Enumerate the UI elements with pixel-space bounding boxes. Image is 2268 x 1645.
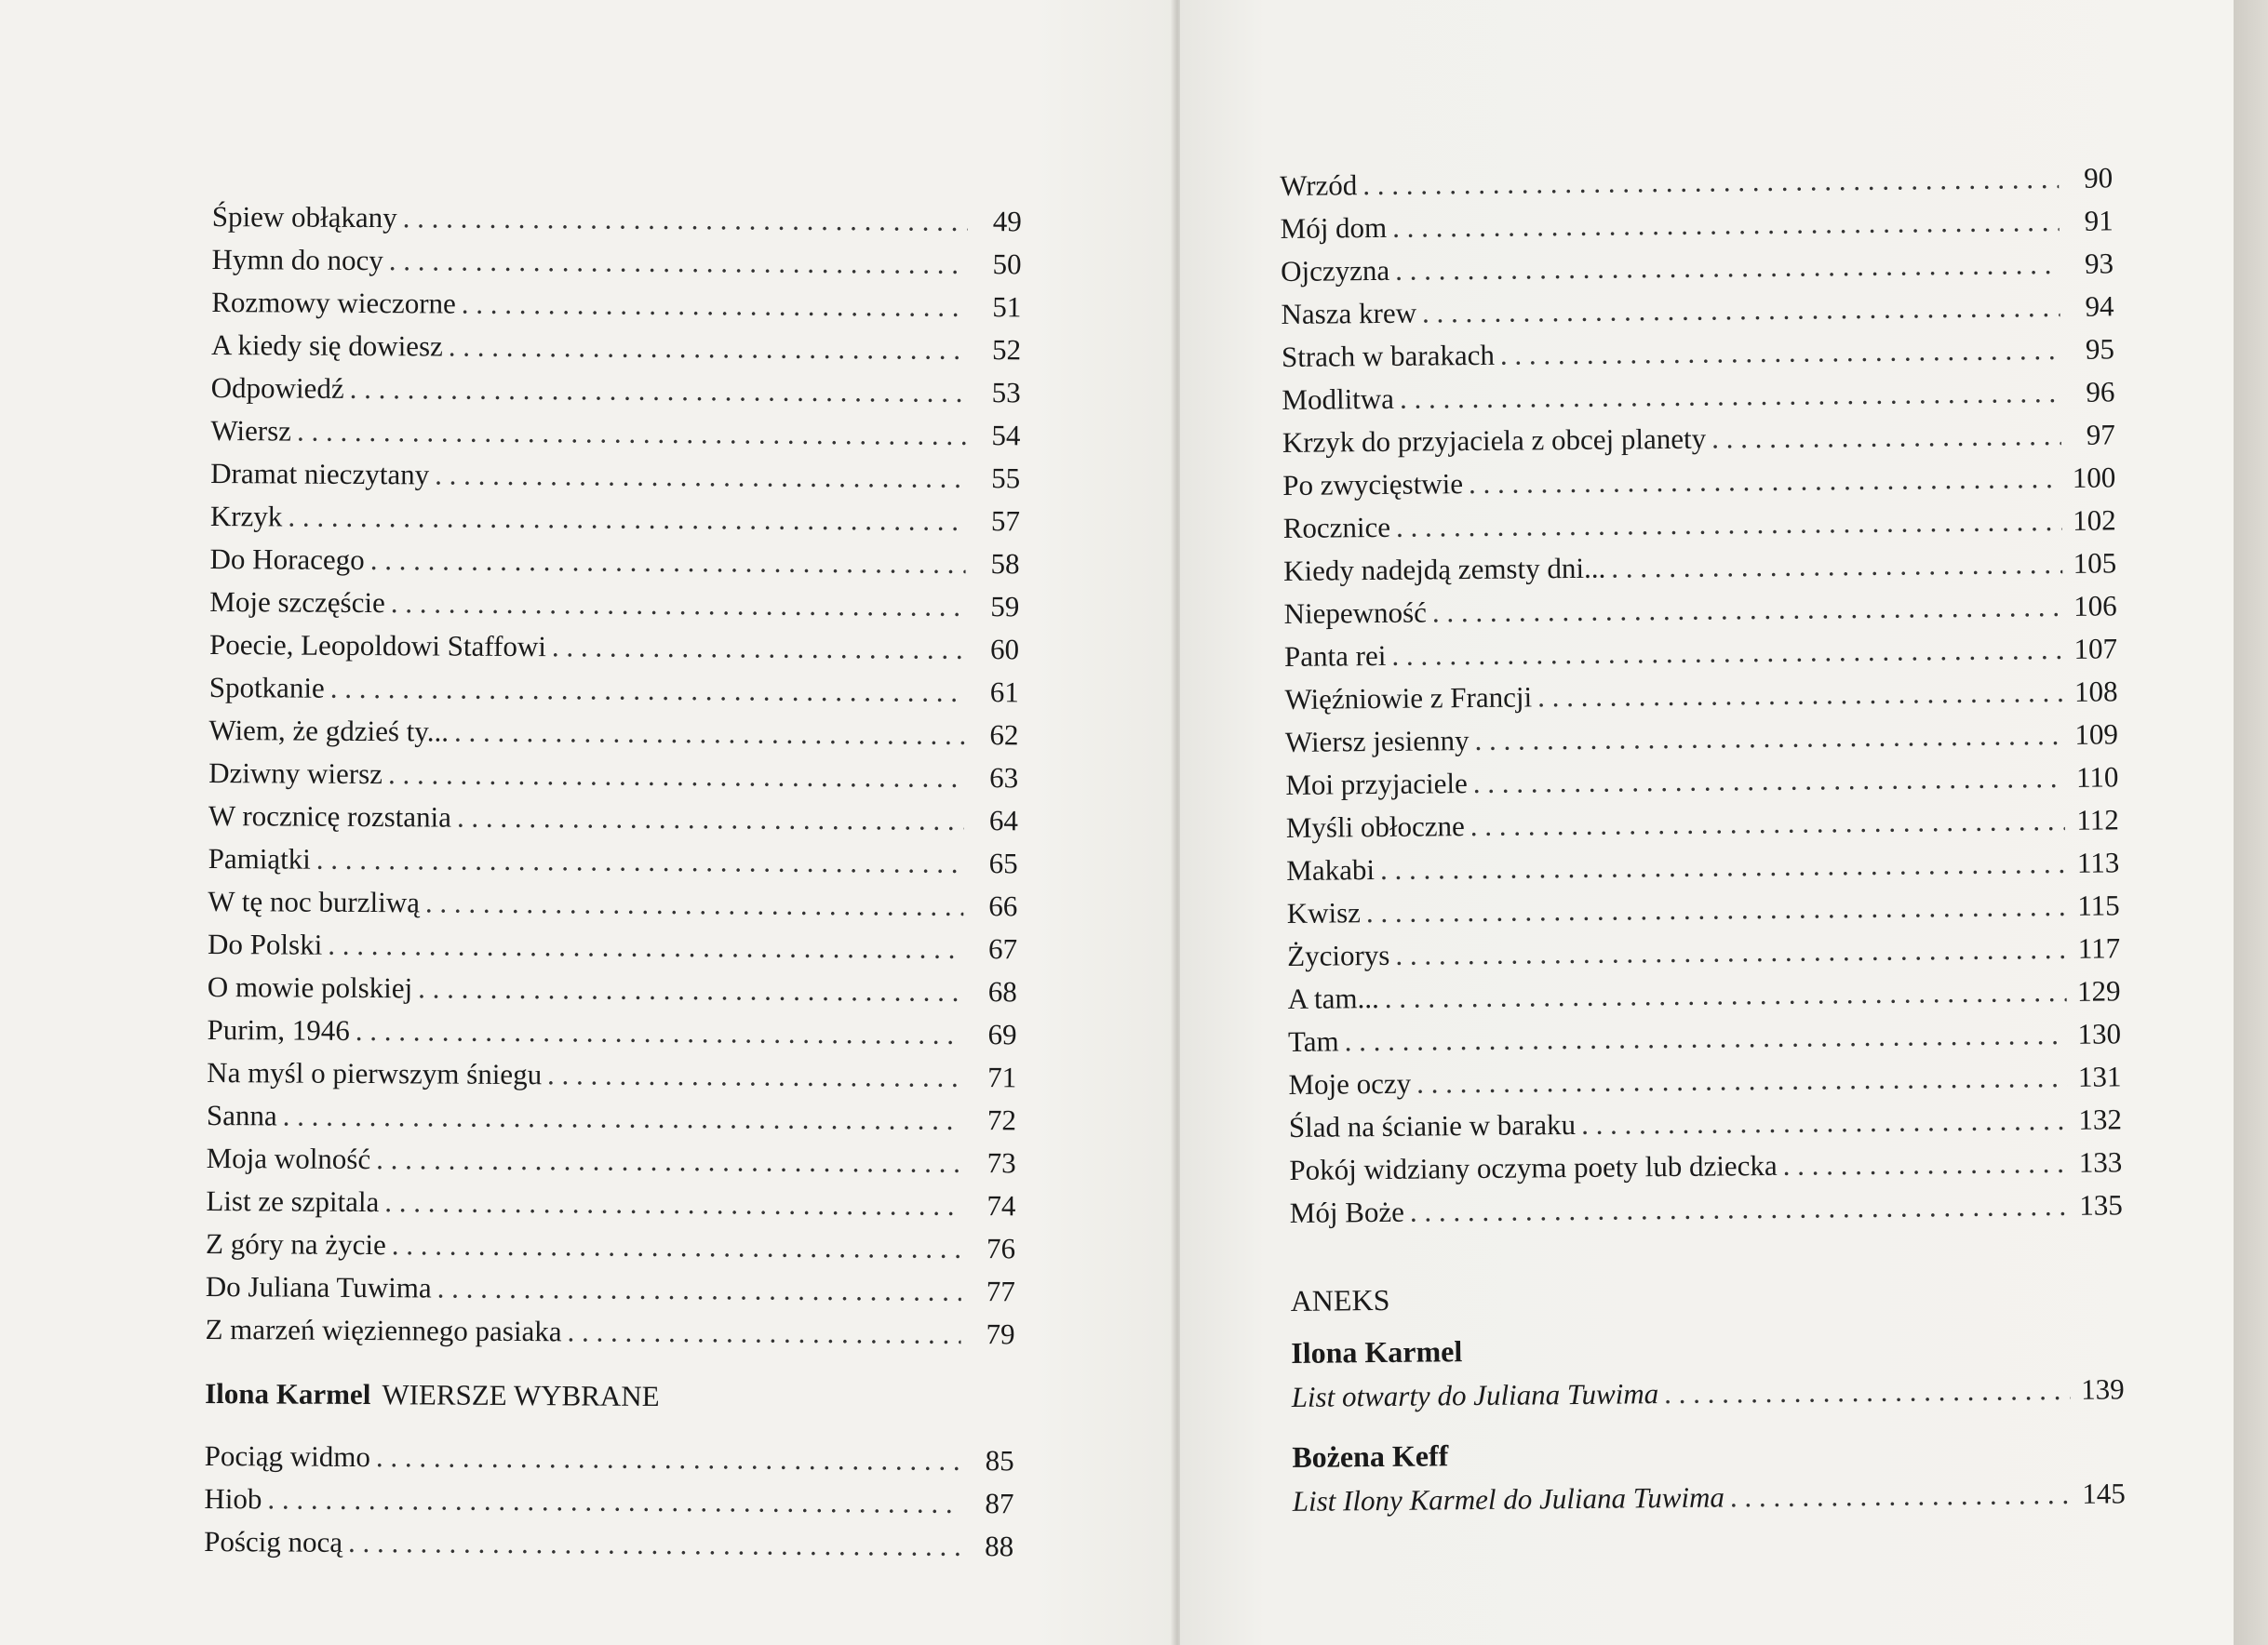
entry-title: Po zwycięstwie [1282, 467, 1464, 502]
entry-title: Nasza krew [1281, 296, 1417, 330]
page-number: 73 [986, 1146, 1016, 1180]
right-toc [1280, 156, 2126, 1523]
dot-leader [425, 881, 964, 928]
page-number: 53 [991, 376, 1021, 409]
page-number: 66 [988, 889, 1018, 923]
page-number: 109 [2074, 717, 2119, 751]
entry-title: Wrzód [1280, 168, 1358, 202]
entry-title: Pociąg widmo [204, 1438, 371, 1474]
dot-leader [1362, 157, 2059, 207]
entry-title: Odpowiedź [210, 370, 344, 405]
dot-leader [1711, 414, 2061, 461]
page-number: 97 [2086, 418, 2115, 451]
entry-title: Kwisz [1286, 896, 1362, 929]
page-number: 62 [989, 718, 1019, 752]
entry-title: Wiersz jesienny [1284, 724, 1470, 758]
entry-title: Do Polski [207, 927, 323, 961]
dot-leader [1537, 671, 2064, 718]
aneks-entry [1293, 1472, 2126, 1523]
entry-title: Krzyk [209, 499, 283, 533]
page-number: 130 [2077, 1017, 2122, 1050]
section-entry-list [204, 1435, 1014, 1568]
dot-leader [418, 967, 963, 1013]
toc-entry [207, 1137, 1016, 1184]
entry-title: Śpiew obłąkany [211, 199, 397, 234]
dot-leader [1422, 286, 2060, 335]
page-number: 91 [2084, 204, 2114, 237]
entry-title: List Ilony Karmel do Juliana Tuwima [1292, 1480, 1725, 1518]
page-number: 69 [987, 1018, 1017, 1051]
page-number: 95 [2085, 332, 2115, 366]
entry-title: Krzyk do przyjaciela z obcej planety [1282, 421, 1707, 459]
entry-title: Ślad na ścianie w baraku [1288, 1107, 1577, 1143]
toc-entry [211, 324, 1021, 371]
entry-title: Niepewność [1283, 595, 1428, 630]
dot-leader [1500, 328, 2060, 377]
entry-title: Z marzeń więziennego pasiaka [205, 1312, 562, 1348]
page-number: 117 [2077, 931, 2121, 965]
dot-leader [370, 539, 966, 585]
toc-entry [207, 1051, 1016, 1099]
page-number: 102 [2073, 503, 2116, 537]
page-number: 135 [2079, 1188, 2123, 1222]
page-number: 60 [989, 633, 1020, 666]
entry-title: O mowie polskiej [207, 970, 413, 1005]
toc-entry [208, 880, 1017, 928]
left-toc [204, 195, 1022, 1568]
page-number: 90 [2084, 161, 2114, 194]
dot-leader [1410, 1184, 2069, 1234]
entry-title: Makabi [1286, 853, 1376, 887]
entry-title: Wiem, że gdzieś ty... [208, 713, 450, 748]
section-heading [205, 1364, 1014, 1428]
right-entry-list [1280, 156, 2123, 1235]
page-number: 113 [2076, 846, 2120, 879]
toc-entry [206, 1223, 1015, 1270]
dot-leader [1395, 243, 2060, 292]
dot-leader [1470, 799, 2065, 848]
toc-entry [205, 1308, 1014, 1356]
page-number: 64 [988, 804, 1019, 837]
dot-leader [567, 1310, 960, 1356]
entry-title: Moi przyjaciele [1285, 767, 1468, 801]
dot-leader [1474, 714, 2064, 762]
page-number: 115 [2077, 889, 2120, 922]
dot-leader [1782, 1142, 2068, 1187]
toc-entry [208, 837, 1018, 885]
page-number: 57 [990, 504, 1020, 538]
entry-title: Mój dom [1280, 210, 1388, 245]
dot-leader [328, 924, 963, 970]
dot-leader [1611, 542, 2062, 590]
dot-leader [1469, 457, 2062, 505]
entry-title: Wiersz [210, 413, 292, 448]
entry-title: List ze szpitala [206, 1184, 380, 1219]
dot-leader [1396, 500, 2062, 549]
page-number: 93 [2084, 247, 2114, 280]
toc-entry [212, 195, 1022, 243]
page-number: 108 [2073, 675, 2118, 708]
entry-title: Więźniowie z Francji [1284, 680, 1533, 716]
dot-leader [1473, 756, 2065, 805]
dot-leader [1400, 371, 2061, 421]
dot-leader [437, 1266, 961, 1312]
dot-leader [392, 1224, 962, 1270]
entry-title: Pościg nocą [204, 1524, 343, 1558]
toc-entry [206, 1265, 1015, 1313]
toc-entry [208, 795, 1018, 842]
entry-title: Do Horacego [209, 542, 365, 577]
toc-entry [208, 966, 1017, 1013]
page-number: 54 [991, 419, 1021, 452]
aneks-list [1291, 1321, 2126, 1523]
entry-title: Pamiątki [208, 841, 311, 876]
toc-entry [208, 709, 1018, 756]
page-number: 105 [2073, 546, 2117, 580]
dot-leader [297, 410, 967, 457]
dot-leader [330, 667, 965, 714]
dot-leader [1395, 928, 2066, 977]
dot-leader [283, 1094, 963, 1141]
entry-title: Purim, 1946 [207, 1012, 350, 1047]
page-number: 63 [989, 761, 1019, 795]
page-number: 129 [2076, 974, 2121, 1008]
dot-leader [1344, 1013, 2067, 1063]
dot-leader [1391, 628, 2063, 677]
entry-title: Strach w barakach [1281, 338, 1496, 373]
page-number: 133 [2078, 1145, 2123, 1179]
page-edge [2234, 0, 2268, 1645]
toc-entry [209, 666, 1019, 714]
toc-entry [209, 623, 1019, 671]
page-number: 145 [2082, 1477, 2126, 1510]
dot-leader [1416, 1056, 2068, 1105]
page-number: 65 [988, 847, 1018, 880]
dot-leader [454, 711, 965, 756]
dot-leader [1581, 1099, 2068, 1146]
page-number: 72 [986, 1103, 1017, 1137]
toc-entry [204, 1478, 1013, 1525]
entry-title: Tam [1287, 1024, 1339, 1058]
entry-title: Kiedy nadejdą zemsty dni... [1283, 551, 1606, 587]
dot-leader [1385, 970, 2067, 1020]
entry-title: W rocznicę rozstania [208, 798, 452, 834]
dot-leader [403, 196, 968, 243]
entry-title: Panta rei [1283, 638, 1387, 673]
page-number: 112 [2076, 803, 2119, 836]
page-number: 110 [2075, 760, 2119, 794]
page-number: 139 [2081, 1372, 2125, 1406]
toc-entry [207, 1094, 1016, 1142]
dot-leader [288, 496, 966, 542]
page-number: 50 [992, 247, 1022, 281]
page-number: 59 [990, 590, 1020, 623]
page-number: 76 [986, 1232, 1016, 1265]
entry-title: Dramat nieczytany [210, 456, 430, 491]
toc-entry [211, 281, 1021, 328]
page-number: 51 [992, 290, 1022, 324]
page-number: 74 [986, 1189, 1016, 1223]
page-number: 55 [991, 461, 1021, 495]
dot-leader [376, 1138, 962, 1184]
dot-leader [267, 1478, 960, 1525]
section-title: WIERSZE WYBRANE [382, 1378, 660, 1412]
page-number: 94 [2085, 289, 2114, 323]
entry-title: Sanna [206, 1098, 277, 1132]
page-number: 106 [2073, 589, 2117, 622]
entry-title: Ojczyzna [1280, 253, 1390, 288]
dot-leader [376, 1436, 960, 1482]
entry-title: Myśli obłoczne [1285, 809, 1465, 844]
dot-leader [349, 368, 966, 414]
aneks-heading: ANEKS [1290, 1282, 1390, 1317]
dot-leader [391, 582, 966, 628]
entry-title: Do Juliana Tuwima [205, 1269, 432, 1304]
aneks-author: Bożena Keff [1292, 1438, 1449, 1474]
dot-leader [435, 453, 966, 499]
page-number: 85 [985, 1444, 1014, 1478]
entry-title: W tę noc burzliwą [208, 884, 421, 919]
dot-leader [547, 1053, 962, 1099]
page-number: 58 [990, 547, 1020, 581]
dot-leader [348, 1521, 960, 1568]
toc-entry [205, 1435, 1014, 1482]
entry-title: Życiorys [1286, 938, 1390, 972]
page-number: 49 [992, 205, 1022, 238]
left-entry-list [205, 195, 1022, 1356]
toc-entry [207, 1009, 1016, 1056]
dot-leader [384, 1181, 961, 1227]
page-number: 131 [2077, 1060, 2122, 1093]
dot-leader [1664, 1369, 2071, 1415]
dot-leader [552, 625, 965, 671]
entry-title: Moje szczęście [209, 584, 385, 620]
toc-entry [210, 409, 1020, 457]
entry-title: Mój Boże [1289, 1195, 1405, 1229]
page-number: 67 [987, 932, 1018, 966]
dot-leader [389, 239, 968, 286]
entry-title: Poecie, Leopoldowi Staffowi [208, 627, 547, 663]
entry-title: Modlitwa [1282, 381, 1395, 416]
dot-leader [1730, 1473, 2072, 1519]
page-number: 87 [985, 1487, 1014, 1520]
page-number: 68 [987, 975, 1017, 1009]
entry-title: A tam... [1287, 982, 1379, 1015]
dot-leader [462, 283, 968, 328]
dot-leader [1380, 842, 2066, 891]
section-author: Ilona Karmel [205, 1376, 371, 1411]
page-number: 61 [989, 675, 1019, 709]
dot-leader [356, 1010, 963, 1056]
toc-entry [211, 367, 1021, 414]
toc-entry [204, 1520, 1013, 1568]
page-number: 77 [986, 1275, 1015, 1308]
toc-entry [208, 752, 1018, 799]
toc-entry [211, 238, 1021, 286]
page-number: 96 [2086, 375, 2115, 408]
entry-title: Rocznice [1282, 510, 1391, 544]
dot-leader [1392, 200, 2060, 249]
toc-entry [209, 581, 1019, 628]
entry-title: Dziwny wiersz [208, 756, 383, 791]
dot-leader [1432, 585, 2063, 635]
entry-title: Rozmowy wieczorne [211, 285, 456, 320]
dot-leader [1366, 885, 2066, 934]
toc-entry [208, 923, 1017, 970]
toc-entry [210, 495, 1020, 542]
page-number: 71 [987, 1061, 1017, 1094]
toc-entry [206, 1180, 1015, 1227]
aneks-author: Ilona Karmel [1291, 1334, 1463, 1370]
toc-entry [1290, 1184, 2123, 1235]
entry-title: Moja wolność [206, 1141, 371, 1176]
entry-title: List otwarty do Juliana Tuwima [1291, 1377, 1659, 1413]
entry-title: Moje oczy [1288, 1066, 1412, 1101]
entry-title: Z góry na życie [206, 1226, 386, 1262]
page-number: 79 [986, 1317, 1015, 1351]
page-number: 107 [2073, 632, 2118, 665]
dot-leader [316, 838, 964, 885]
page-number: 100 [2072, 461, 2116, 494]
toc-entry [210, 452, 1020, 500]
dot-leader [449, 326, 967, 371]
page-number: 88 [985, 1530, 1014, 1563]
entry-title: A kiedy się dowiesz [210, 328, 443, 363]
entry-title: Hymn do nocy [211, 242, 383, 277]
toc-entry [209, 538, 1019, 585]
entry-title: Na myśl o pierwszym śniegu [207, 1055, 543, 1091]
entry-title: Hiob [204, 1481, 262, 1516]
dot-leader [388, 753, 964, 799]
entry-title: Spotkanie [208, 670, 325, 704]
entry-title: Pokój widziany oczyma poety lub dziecka [1289, 1148, 1778, 1186]
dot-leader [457, 796, 964, 842]
page-number: 132 [2078, 1103, 2123, 1136]
page-number: 52 [991, 333, 1022, 367]
aneks-entry [1291, 1368, 2124, 1419]
